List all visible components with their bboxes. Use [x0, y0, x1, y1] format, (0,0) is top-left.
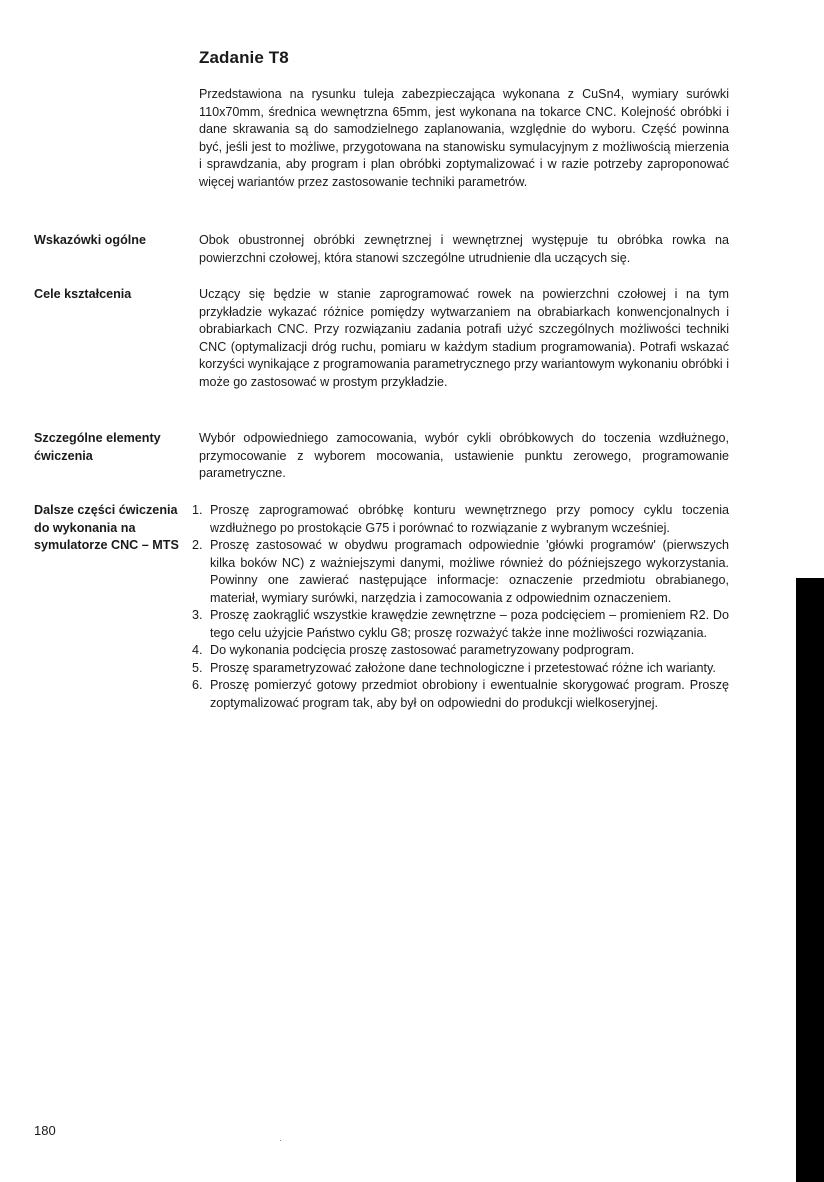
section-text: Uczący się będzie w stanie zaprogramować rowek na powierzchni czołowej i na tym przykładzie wykazać różnice pomiędzy wytwarzaniem na obrabiarkach konwencjonalnych i obrabiarkach CNC. Przy rozwiązaniu zadania potrafi użyć szczególnych możliwości techniki CNC (optymalizacji dróg ruchu, pomiaru w każdym stadium programowania). Potrafi wskazać korzyści wynikające z programowania parametrycznego przy wariantowym wykonaniu obróbki i może go zastosować w prostym przykładzie.: [199, 287, 729, 389]
page-number: 180: [34, 1123, 56, 1138]
item-number: 3.: [192, 608, 203, 622]
item-number: 6.: [192, 678, 203, 692]
list-item: [192, 502, 729, 537]
list-item: [192, 537, 729, 607]
thumb-index-bar: [796, 578, 824, 1182]
section-label: Cele kształcenia: [34, 287, 132, 301]
item-text: Proszę zaokrąglić wszystkie krawędzie zewnętrzne – poza podcięciem – promieniem R2. Do tego celu użyjcie Państwo cyklu G8; proszę rozważyć także inne możliwości rozwiązania.: [210, 608, 729, 640]
page-title: Zadanie T8: [199, 48, 289, 67]
item-text: Do wykonania podcięcia proszę zastosować parametryzowany podprogram.: [210, 643, 635, 657]
section-label: Dalsze części ćwiczenia do wykonania na symulatorze CNC – MTS: [34, 503, 179, 552]
section-label: Szczególne elementy ćwiczenia: [34, 431, 161, 463]
list-item: [192, 677, 729, 712]
list-item: [192, 607, 729, 642]
item-number: 5.: [192, 660, 203, 675]
section-task-list: [192, 502, 729, 712]
list-item: [192, 660, 729, 678]
item-number: 1.: [192, 503, 203, 517]
section-label: Wskazówki ogólne: [34, 233, 146, 247]
item-number: 4.: [192, 643, 203, 657]
item-number: 2.: [192, 538, 203, 552]
list-item: [192, 642, 729, 660]
section-text: Wybór odpowiedniego zamocowania, wybór cykli obróbkowych do toczenia wzdłużnego, przymocowanie z wyborem mocowania, ustawienie punktu zerowego, programowanie parametryczne.: [199, 431, 729, 480]
scan-speck: [280, 1140, 281, 1141]
item-text: Proszę zaprogramować obróbkę konturu wewnętrznego przy pomocy cyklu toczenia wzdłużnego po prostokącie G75 i porównać to rozwiązanie z wybranym wcześniej.: [210, 503, 729, 535]
item-text: Proszę zastosować w obydwu programach odpowiednie 'główki programów' (pierwszych kilka boków NC) z ważniejszymi danymi, możliwe również do późniejszego wykorzystania. Powinny one zawierać następujące informacje: oznaczenie przedmiotu obrabianego, materiał, wymiary surówki, narzędzia i zamocowania z odpowiednim oznaczeniem.: [210, 538, 729, 605]
intro-paragraph: Przedstawiona na rysunku tuleja zabezpieczająca wykonana z CuSn4, wymiary surówki 110x70mm, średnica wewnętrzna 65mm, jest wykonana na tokarce CNC. Kolejność obróbki i dane skrawania są do samodzielnego zaplanowania, względnie do wyboru. Część powinna być, jeśli jest to możliwe, przygotowana na stanowisku symulacyjnym z możliwością mierzenia i sprawdzania, aby program i plan obróbki zoptymalizować i w razie potrzeby zaproponować więcej wariantów przez zastosowanie techniki parametrów.: [199, 87, 729, 189]
item-text: Proszę pomierzyć gotowy przedmiot obrobiony i ewentualnie skorygować program. Proszę zoptymalizować program tak, aby był on odpowiedni do produkcji wielkoseryjnej.: [210, 678, 729, 710]
section-text: Obok obustronnej obróbki zewnętrznej i wewnętrznej występuje tu obróbka rowka na powierzchni czołowej, która stanowi szczególne utrudnienie dla uczących się.: [199, 233, 729, 265]
item-text: Proszę sparametryzować założone dane technologiczne i przetestować różne ich warianty.: [210, 660, 716, 675]
